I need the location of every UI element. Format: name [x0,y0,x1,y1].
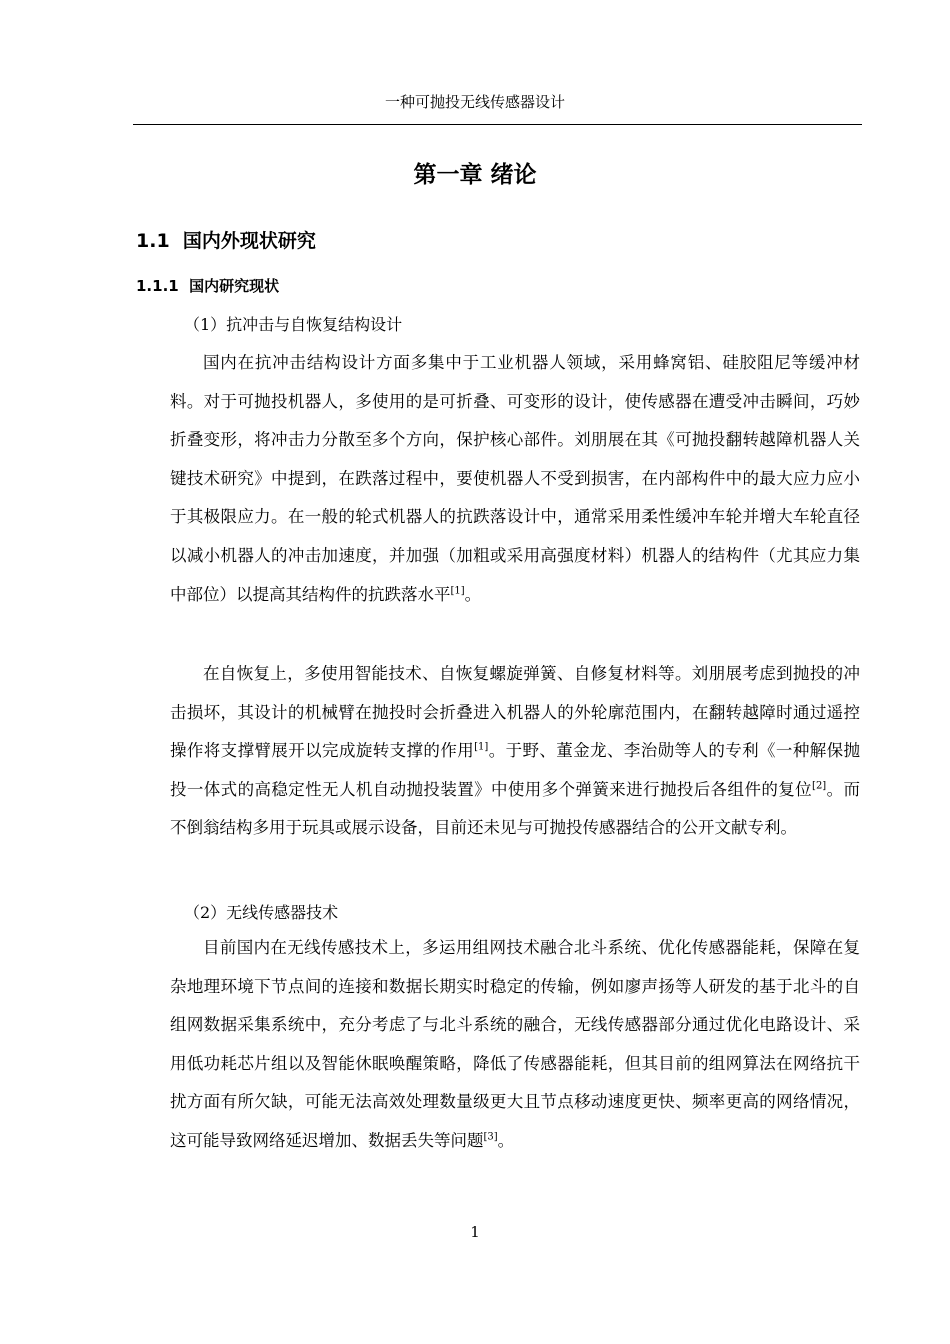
paragraph-text: 国内在抗冲击结构设计方面多集中于工业机器人领域，采用蜂窝铝、硅胶阻尼等缓冲材料。对于可抛投机器人，多使用的是可折叠、可变形的设计，使传感器在遭受冲击瞬间，巧妙折叠变形，将冲击力分散至多个方向，保护核心部件。刘朋展在其《可抛投翻转越障机器人关键技术研究》中提到，在跌落过程中，要使机器人不受到损害，在内部构件中的最大应力应小于其极限应力。在一般的轮式机器人的抗跌落设计中，通常采用柔性缓冲车轮并增大车轮直径以减小机器人的冲击加速度，并加强（加粗或采用高强度材料）机器人的结构件（尤其应力集中部位）以提高其结构件的抗跌落水平 [170,353,860,604]
subsection-heading [136,275,279,297]
header-rule [133,124,862,125]
page-number: 1 [470,1223,480,1241]
running-header: 一种可抛投无线传感器设计 [384,93,565,111]
citation-ref: [1] [474,741,489,753]
paragraph-self-recovery [170,655,860,848]
citation-ref: [2] [812,780,827,792]
paragraph-text: 在自恢复上，多使用智能技术、自恢复螺旋弹簧、自修复材料等。刘朋展考虑到抛投的冲击损坏，其设计的机械臂在抛投时会折叠进入机器人的外轮廓范围内，在翻转越障时通过遥控操作将支撑臂展开以完成旋转支撑的作用 [170,664,860,761]
section-heading [136,228,316,254]
citation-ref: [1] [450,585,465,597]
paragraph-impact-design [170,344,860,614]
subheading-impact-recovery: （1）抗冲击与自恢复结构设计 [184,315,403,334]
section-title: 国内外现状研究 [182,230,316,252]
subheading-wireless-sensor: （2）无线传感器技术 [184,903,339,922]
paragraph-end: 。 [464,584,482,604]
subsection-title: 国内研究现状 [189,277,280,295]
paragraph-end: 。 [497,1130,515,1150]
section-number: 1.1 [136,230,170,252]
paragraph-text: 目前国内在无线传感技术上，多运用组网技术融合北斗系统、优化传感器能耗，保障在复杂地理环境下节点间的连接和数据长期实时稳定的传输，例如廖声扬等人研发的基于北斗的自组网数据采集系统中，充分考虑了与北斗系统的融合，无线传感器部分通过优化电路设计、采用低功耗芯片组以及智能休眠唤醒策略，降低了传感器能耗，但其目前的组网算法在网络抗干扰方面有所欠缺，可能无法高效处理数量级更大且节点移动速度更快、频率更高的网络情况，这可能导致网络延迟增加、数据丢失等问题 [170,938,860,1150]
chapter-title: 第一章 绪论 [413,162,537,188]
subsection-number: 1.1.1 [136,277,179,295]
citation-ref: [3] [483,1131,498,1143]
paragraph-wireless-sensor [170,929,860,1161]
paragraph-text: 。而不倒翁结构多用于玩具或展示设备，目前还未见与可抛投传感器结合的公开文献专利。 [170,779,861,838]
paragraph-text: 。于野、董金龙、李治勋等人的专利《一种解保抛投一体式的高稳定性无人机自动抛投装置》中使用多个弹簧来进行抛投后各组件的复位 [170,741,861,799]
